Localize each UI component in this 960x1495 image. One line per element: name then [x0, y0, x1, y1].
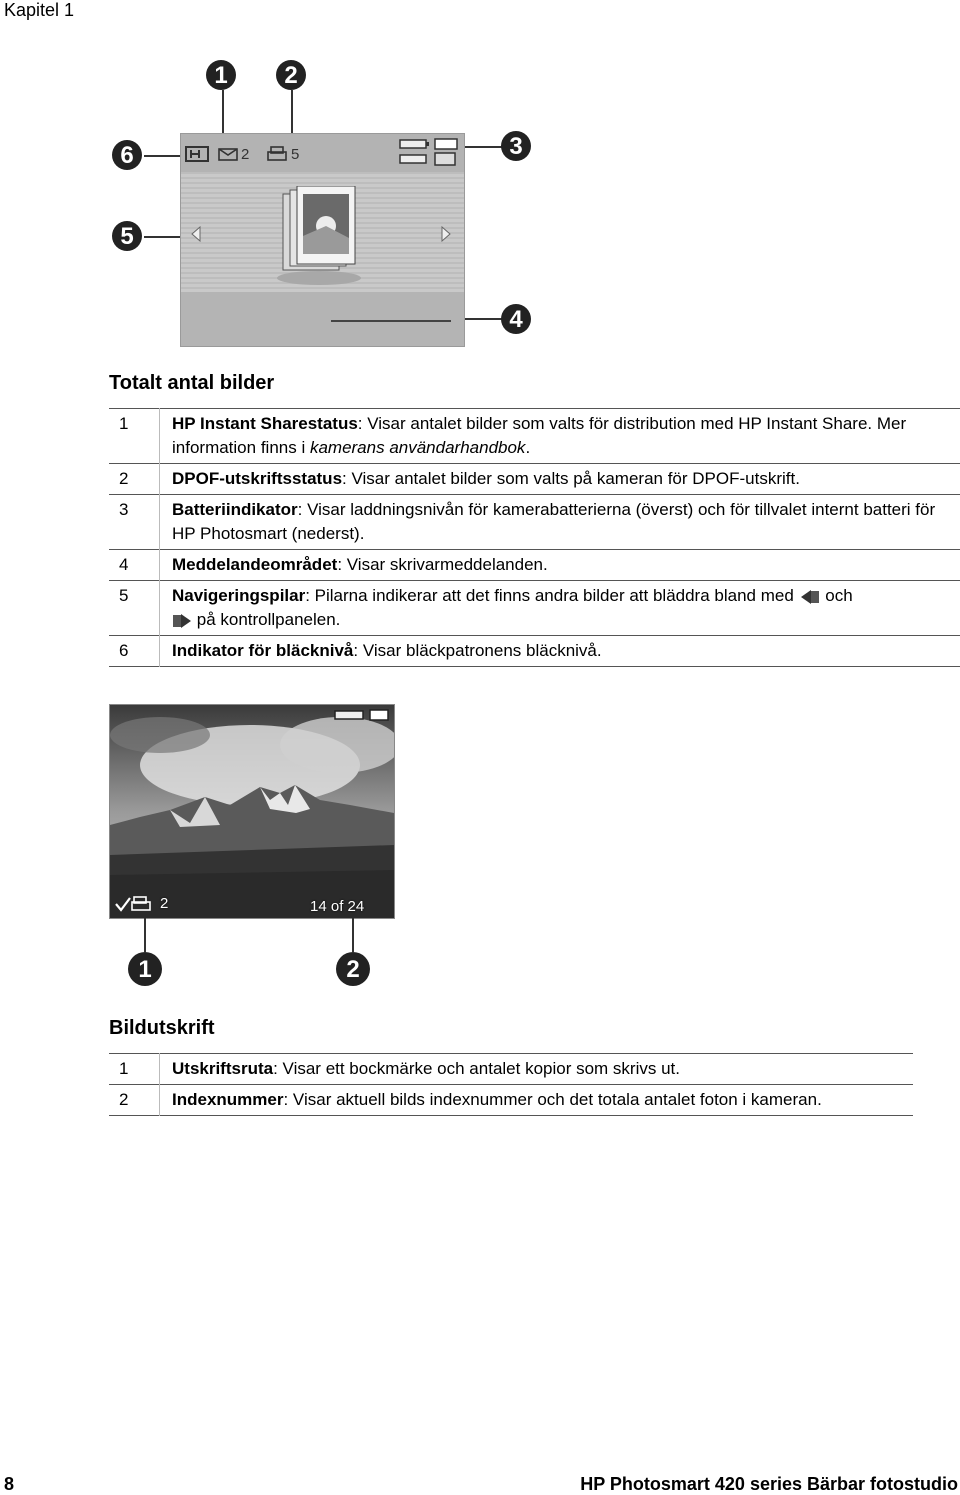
row-term: Indikator för bläcknivå [172, 641, 353, 660]
row-term: Indexnummer [172, 1090, 283, 1109]
callout-4: 4 [501, 304, 531, 334]
left-arrow-button-icon [799, 588, 821, 606]
leader-line-fig2-2 [352, 918, 354, 952]
legend-table-image-print [109, 1053, 913, 1116]
share-count: 2 [241, 146, 249, 163]
row-number: 1 [109, 409, 160, 464]
callout-6: 6 [112, 140, 142, 170]
photo-stack-icon [277, 186, 361, 286]
row-number: 3 [109, 495, 160, 550]
callout-5: 5 [112, 221, 142, 251]
callout-1: 1 [206, 60, 236, 90]
row-number: 4 [109, 550, 160, 581]
right-arrow-button-icon [172, 612, 192, 630]
table-row [109, 495, 960, 550]
page-number: 8 [4, 1474, 14, 1495]
ink-icon [399, 152, 459, 166]
row-text: : Visar laddningsnivån för kamerabatterierna (överst) och för tillvalet internt batteri för HP Photosmart (nederst). [172, 500, 935, 543]
image-index: 14 of 24 [310, 898, 364, 915]
legend-table-total-images [109, 408, 960, 667]
row-term: Utskriftsruta [172, 1059, 273, 1078]
row-text: : Pilarna indikerar att det finns andra bilder att bläddra bland med [305, 586, 794, 605]
row-term: HP Instant Sharestatus [172, 414, 358, 433]
nav-left-arrow-icon [191, 226, 201, 242]
print-count: 5 [291, 146, 299, 163]
row-number: 1 [109, 1054, 160, 1085]
row-text: : Visar antalet bilder som valts på kameran för DPOF-utskrift. [342, 469, 800, 488]
row-description [160, 550, 960, 581]
row-number: 2 [109, 464, 160, 495]
row-text-end: . [525, 438, 530, 457]
row-italic-text: kamerans användarhandbok [310, 438, 525, 457]
share-icon [185, 146, 211, 162]
leader-line-1 [222, 90, 224, 135]
print-copies-count: 2 [160, 895, 168, 912]
row-number: 6 [109, 636, 160, 667]
message-line [331, 320, 451, 322]
row-text: : Visar aktuell bilds indexnummer och det totala antalet foton i kameran. [283, 1090, 821, 1109]
callout-3: 3 [501, 131, 531, 161]
row-number: 5 [109, 581, 160, 636]
row-text: : Visar bläckpatronens bläcknivå. [353, 641, 601, 660]
leader-line-2 [291, 90, 293, 135]
row-text: : Visar antalet bilder som valts för distribution med HP Instant Share. Mer information finns i [172, 414, 906, 457]
row-term: Navigeringspilar [172, 586, 305, 605]
row-text-panel: på kontrollpanelen. [197, 610, 341, 629]
section-title-total-images: Totalt antal bilder [109, 372, 274, 395]
table-row [109, 636, 960, 667]
row-description [160, 495, 960, 550]
table-row [109, 1085, 913, 1116]
figure-screen-overview [0, 0, 960, 360]
table-row [109, 550, 960, 581]
callout-2: 2 [276, 60, 306, 90]
print-checkmark-icon [114, 895, 158, 913]
print-icon [267, 146, 289, 162]
row-description [160, 581, 960, 636]
row-description [160, 1054, 914, 1085]
section-title-image-print: Bildutskrift [109, 1017, 215, 1040]
row-description [160, 636, 960, 667]
camera-screen [180, 133, 465, 347]
battery-icon [399, 138, 459, 150]
leader-line-fig2-1 [144, 918, 146, 952]
row-description [160, 464, 960, 495]
table-row [109, 1054, 913, 1085]
message-area [181, 292, 464, 346]
table-row [109, 464, 960, 495]
row-term: DPOF-utskriftsstatus [172, 469, 342, 488]
landscape-photo [110, 705, 394, 918]
photo-preview [109, 704, 395, 919]
envelope-icon [218, 148, 238, 161]
row-text: : Visar ett bockmärke och antalet kopior som skrivs ut. [273, 1059, 680, 1078]
row-text: : Visar skrivarmeddelanden. [337, 555, 547, 574]
callout-fig2-2: 2 [336, 952, 370, 986]
row-term: Batteriindikator [172, 500, 298, 519]
table-row [109, 581, 960, 636]
callout-fig2-1: 1 [128, 952, 162, 986]
table-row [109, 409, 960, 464]
row-term: Meddelandeområdet [172, 555, 337, 574]
row-description [160, 1085, 914, 1116]
nav-right-arrow-icon [441, 226, 451, 242]
footer-product-title: HP Photosmart 420 series Bärbar fotostudio [580, 1474, 958, 1495]
row-description [160, 409, 960, 464]
battery-icon [334, 709, 390, 721]
row-text-and: och [825, 586, 852, 605]
row-number: 2 [109, 1085, 160, 1116]
chapter-label: Kapitel 1 [4, 0, 74, 21]
